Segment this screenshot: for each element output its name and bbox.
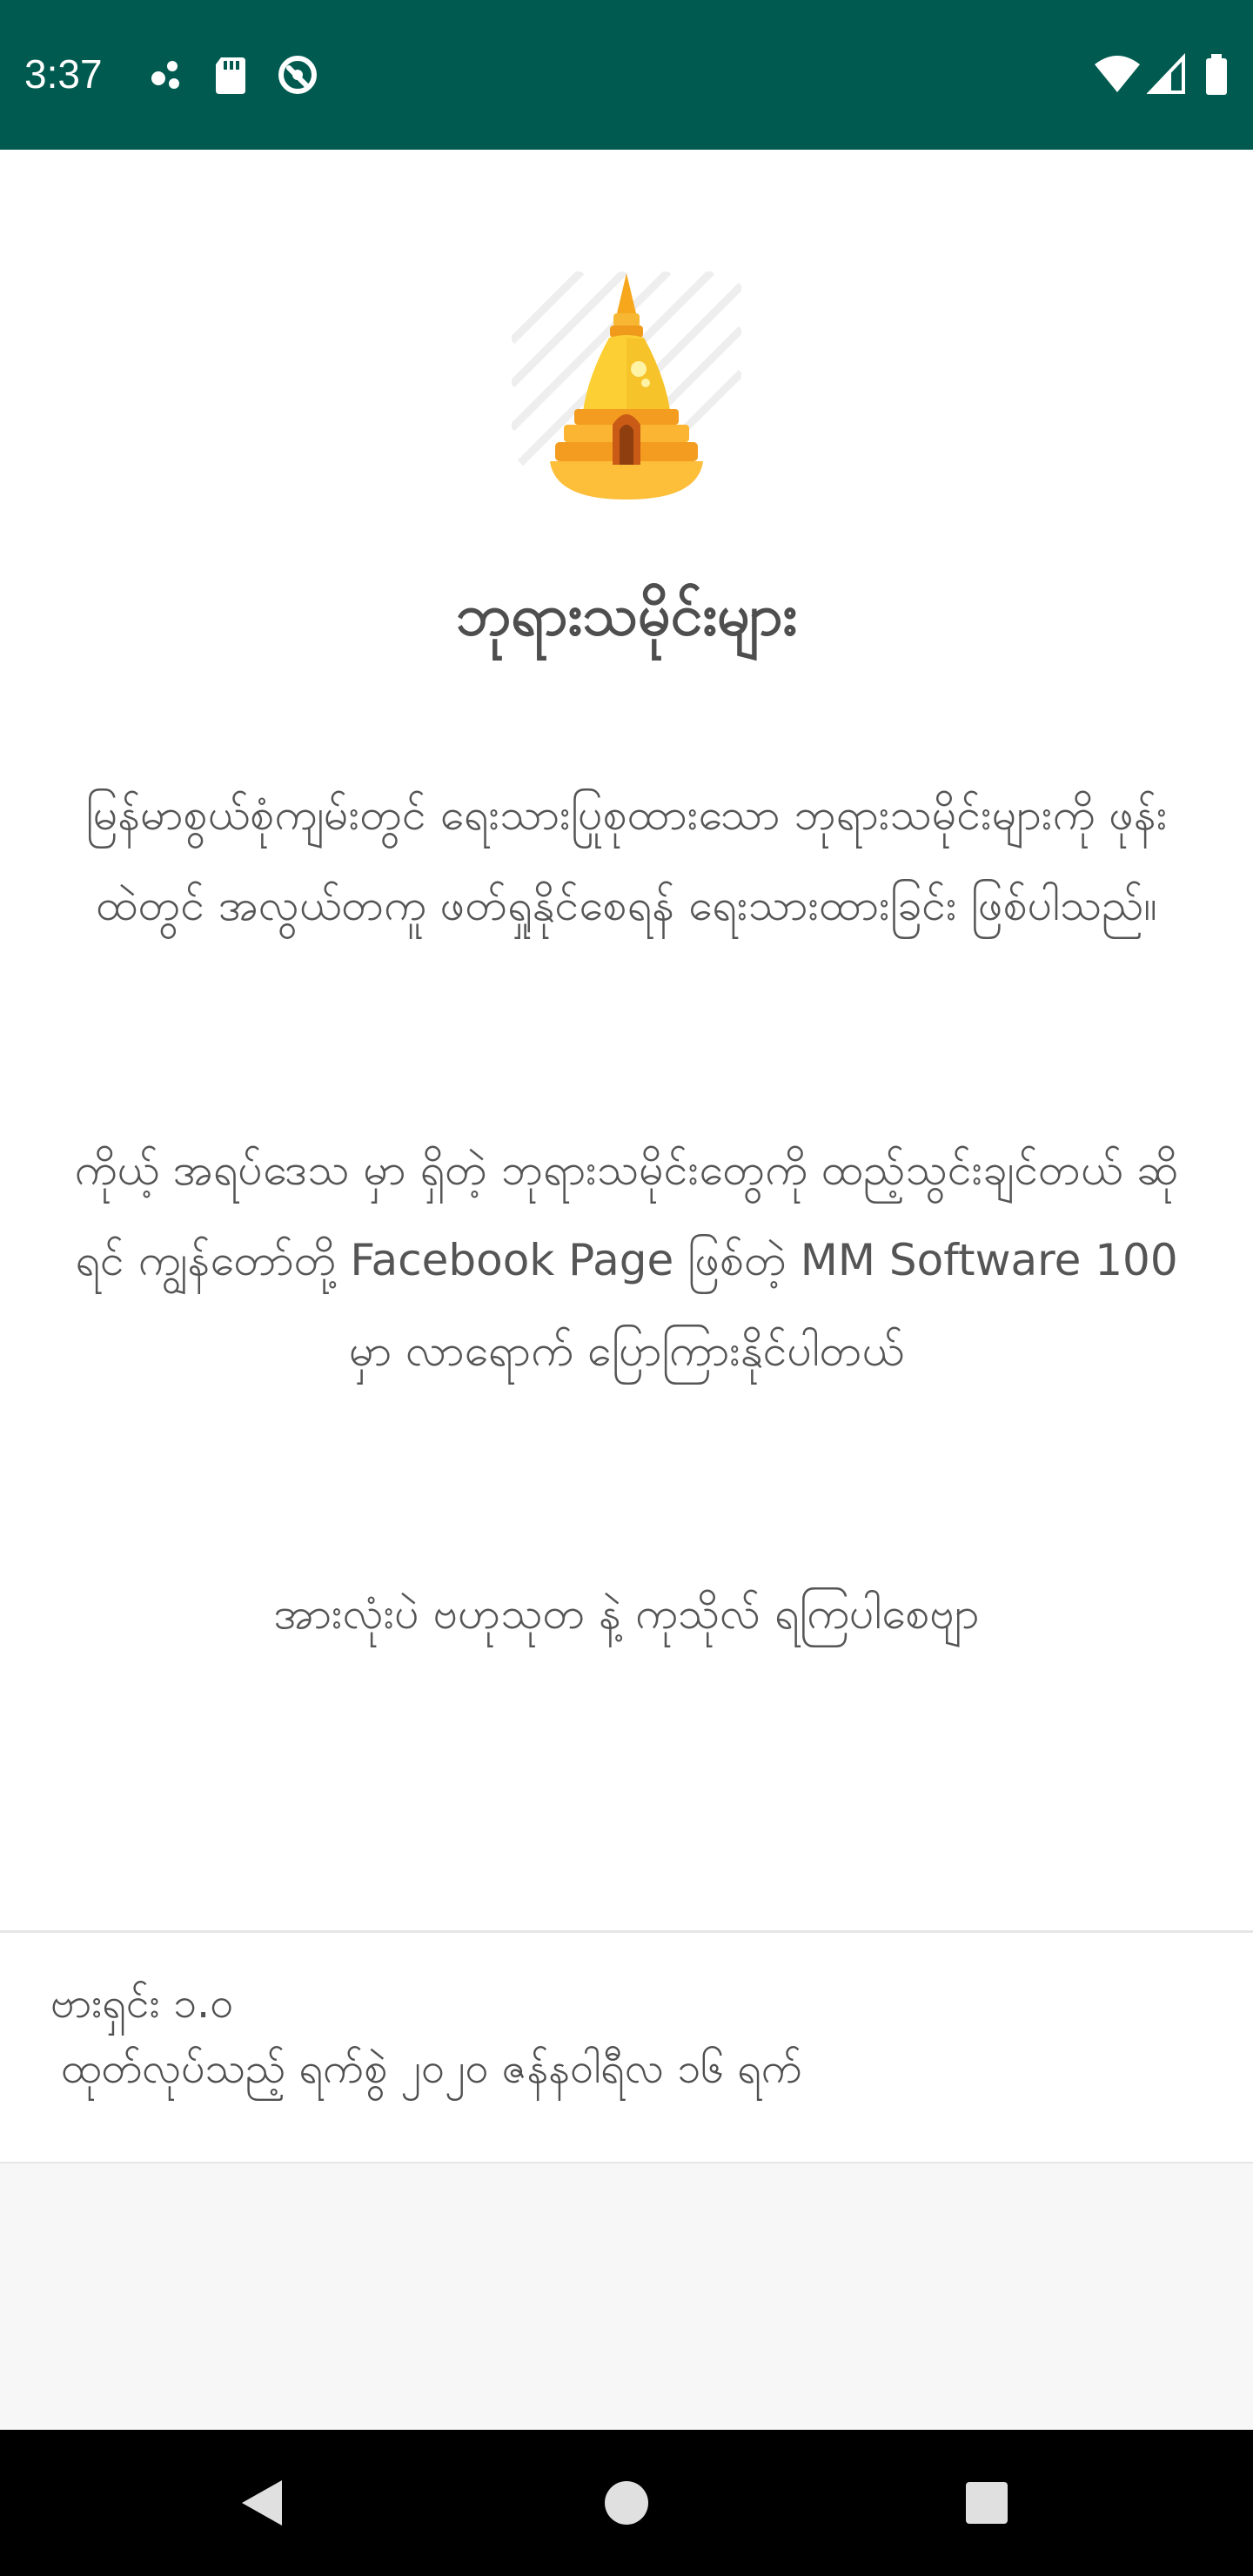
cell-signal-icon [1147, 52, 1187, 97]
data-saver-icon [275, 52, 320, 97]
release-date-label: ထုတ်လုပ်သည့် ရက်စွဲ ၂၀၂၀ ဇန်နဝါရီလ ၁၆ ရက် [61, 2044, 802, 2093]
app-title: ဘုရားသမိုင်းများ [455, 581, 798, 648]
back-triangle-icon[interactable] [228, 2468, 298, 2538]
contact-paragraph: ကိုယ့် အရပ်ဒေသ မှာ ရှိတဲ့ ဘုရားသမိုင်းတွေကို ထည့်သွင်းချင်တယ် ဆိုရင် ကျွန်တော်တို့ Facebook Page ဖြစ်တဲ့ MM Software 100 မှာ လာရောက် ပြောကြားနိုင်ပါတယ် [74, 1144, 1179, 1376]
blessing-paragraph: အားလုံးပဲ ဗဟုသုတ နဲ့ ကုသိုလ် ရကြပါစေဗျာ [273, 1588, 980, 1639]
battery-icon [1203, 52, 1230, 97]
sd-card-icon [209, 52, 254, 97]
home-circle-icon[interactable] [592, 2468, 661, 2538]
top-divider [0, 1930, 1253, 1933]
status-time: 3:37 [24, 51, 103, 97]
status-bar [0, 0, 1253, 150]
version-info [0, 1934, 1253, 2162]
wifi-icon [1093, 52, 1142, 97]
recents-square-icon[interactable] [952, 2468, 1022, 2538]
notification-dots-icon [143, 52, 188, 97]
version-label: ဗားရှင်း ၁.၀ [50, 1979, 234, 2028]
footer-blank-area [0, 2163, 1253, 2430]
about-content [0, 150, 1253, 1932]
navigation-bar [0, 2430, 1253, 2576]
description-paragraph: မြန်မာစွယ်စုံကျမ်းတွင် ရေးသားပြုစုထားသော ဘုရားသမိုင်းများကို ဖုန်းထဲတွင် အလွယ်တကူ ဖတ်ရှုနိုင်စေရန် ရေးသားထားခြင်း ဖြစ်ပါသည်။ [85, 789, 1168, 930]
golden-pagoda-icon [512, 272, 741, 501]
